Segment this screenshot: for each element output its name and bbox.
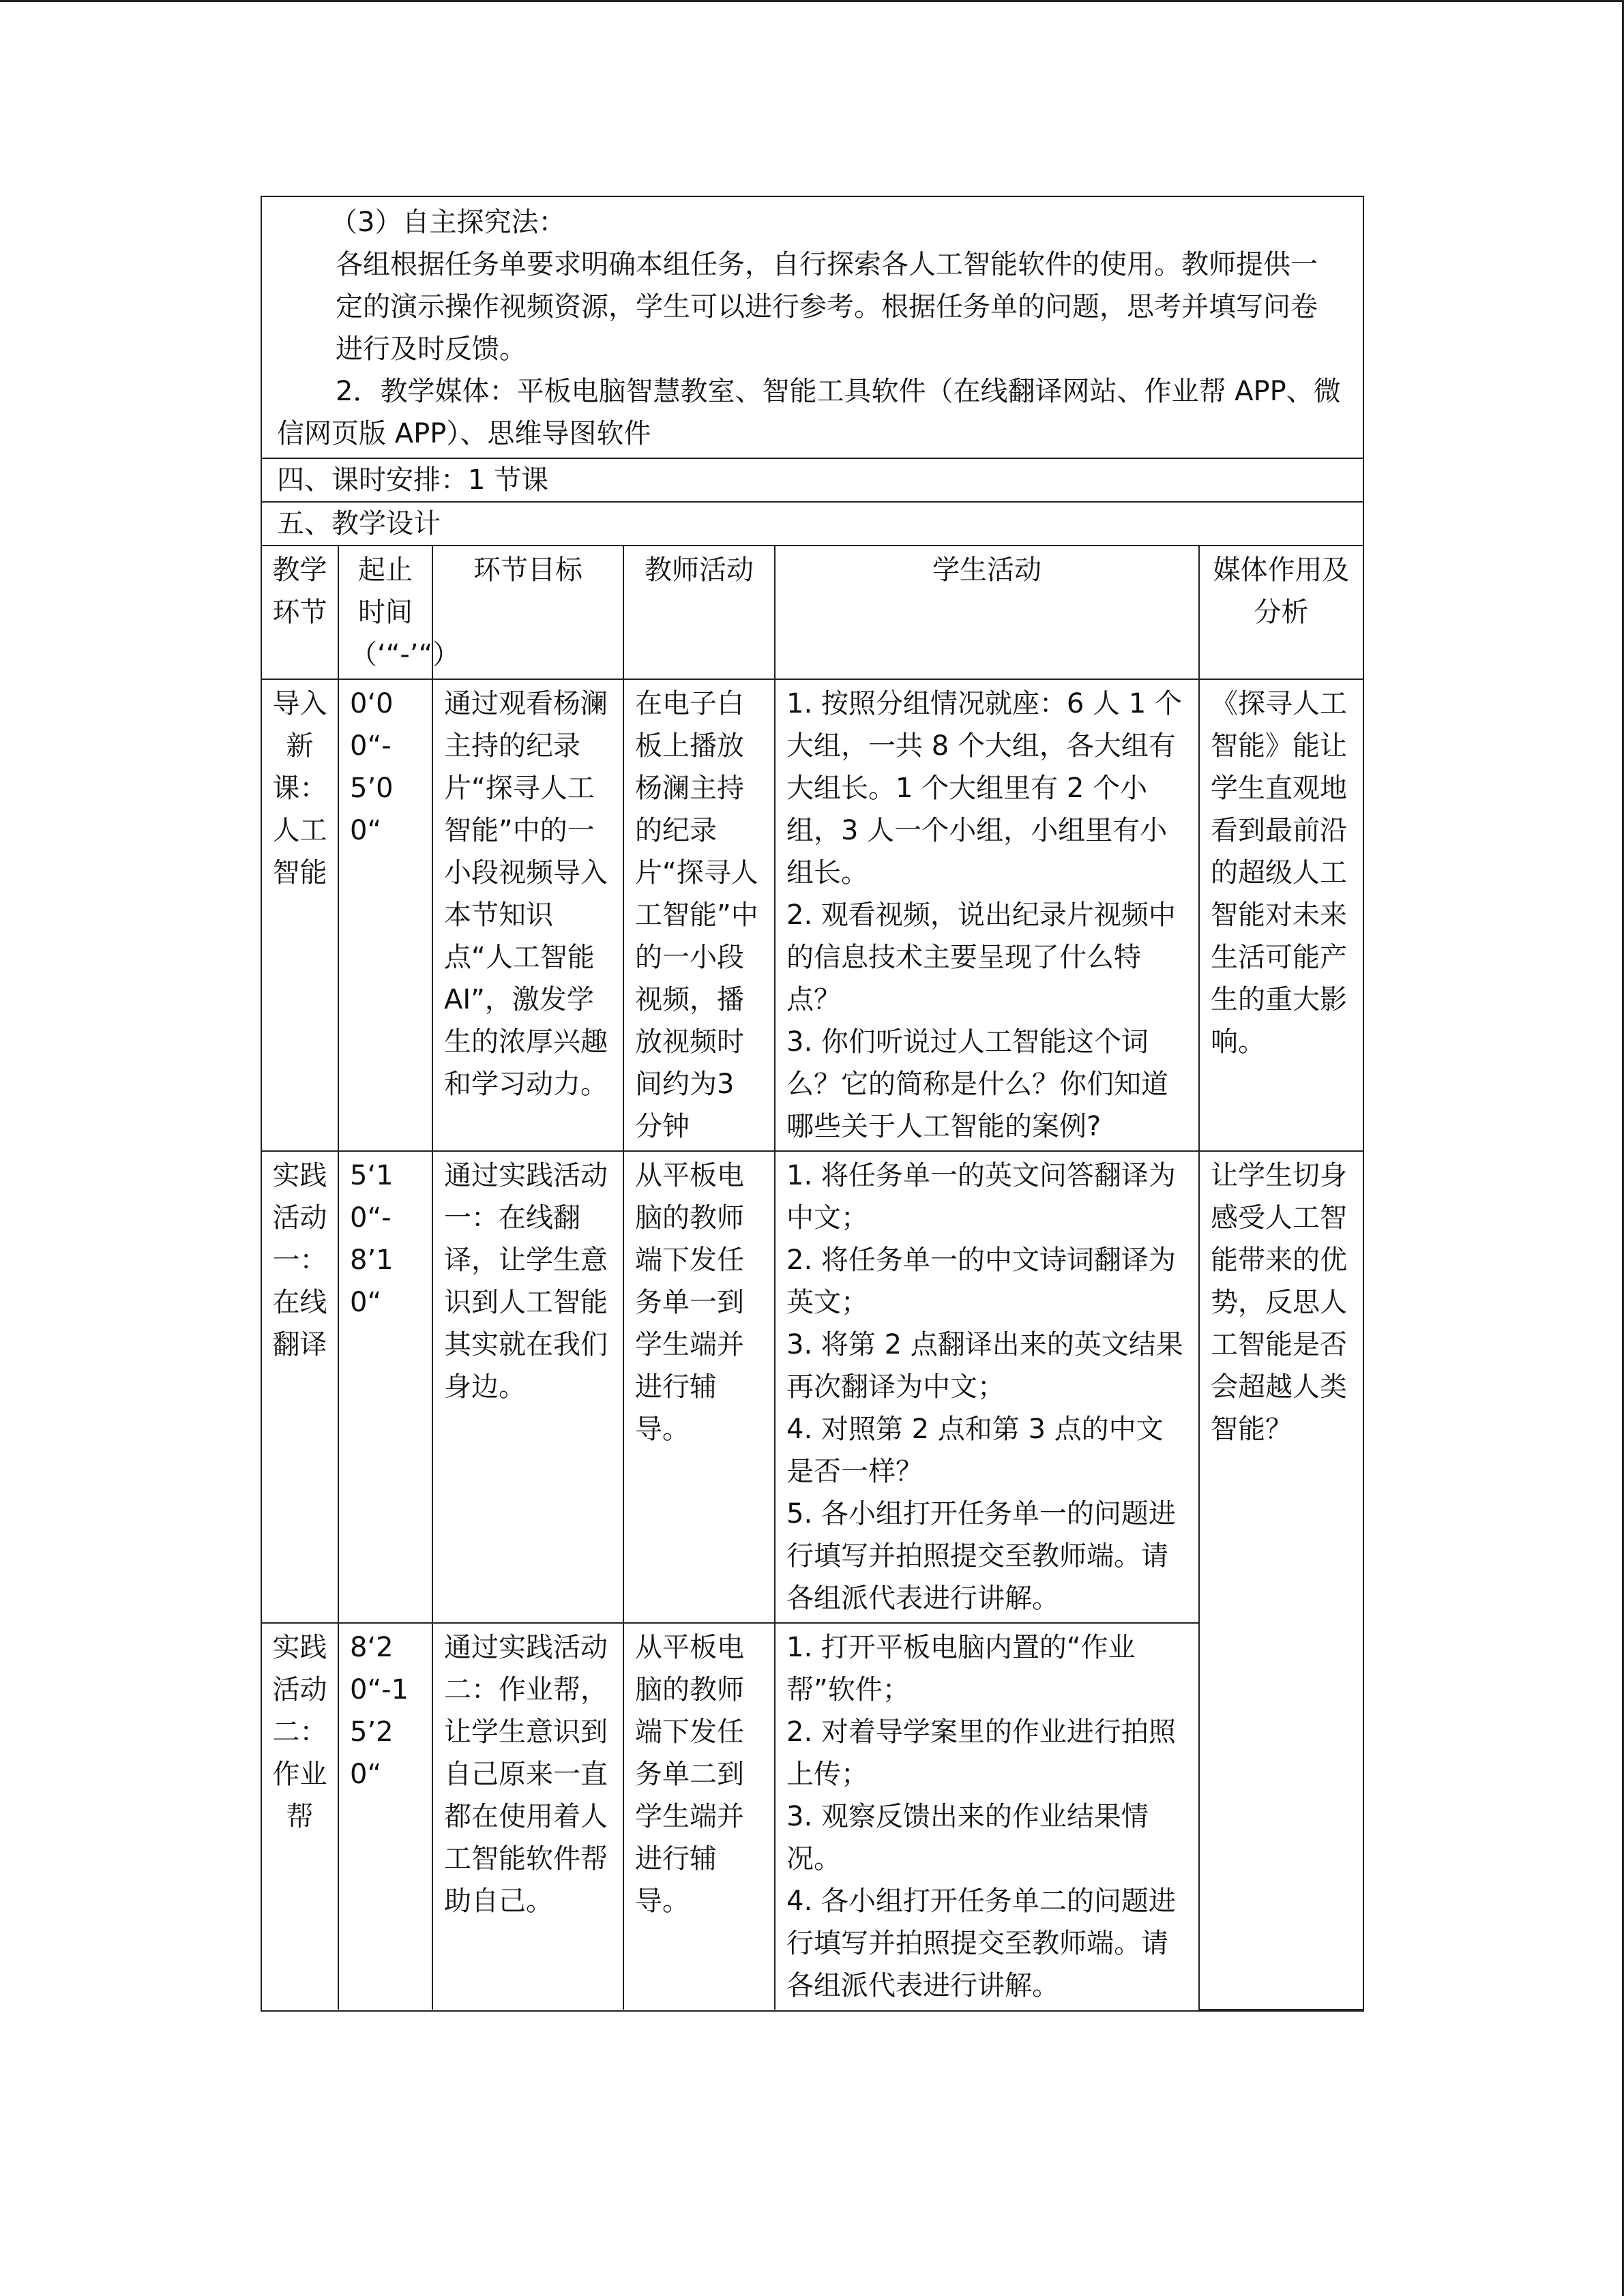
design-heading: 五、教学设计 [262, 503, 1363, 546]
goal-cell: 通过观看杨澜主持的纪录片“探寻人工智能”中的一小段视频导入本节知识点“人工智能AI”，激发学生的浓厚兴趣和学习动力。 [432, 679, 623, 1151]
student-activity-item: 5. 各小组打开任务单一的问题进行填写并拍照提交至教师端。请各组派代表进行讲解。 [786, 1498, 1176, 1614]
header-student: 学生活动 [775, 546, 1199, 679]
stage-cell: 实践活动一：在线翻译 [262, 1151, 338, 1623]
time-cell: 5‘10“-8’10“ [338, 1151, 432, 1623]
table-row [262, 679, 1363, 1151]
student-activity-item: 2. 对着导学案里的作业进行拍照上传； [786, 1716, 1176, 1790]
student-activity-item: 1. 按照分组情况就座：6 人 1 个大组，一共 8 个大组，各大组有大组长。1 个大组里有 2 个小组，3 人一个小组，小组里有小组长。 [786, 688, 1182, 889]
student-activity-item: 3. 观察反馈出来的作业结果情况。 [786, 1801, 1149, 1875]
table-header-row [262, 546, 1363, 679]
header-goal: 环节目标 [432, 546, 623, 679]
header-time: 起止时间（‘“-’“） [338, 546, 432, 679]
student-activity-cell [775, 679, 1199, 1151]
student-activity-item: 1. 将任务单一的英文问答翻译为中文； [786, 1160, 1176, 1234]
stage-cell: 导入新课：人工智能 [262, 679, 338, 1151]
student-activity-cell [775, 1151, 1199, 1623]
design-table-wrapper [262, 546, 1363, 2010]
design-table [262, 546, 1363, 2010]
teaching-methods-section [262, 197, 1363, 459]
media-analysis-cell: 让学生切身感受人工智能带来的优势，反思人工智能是否会超越人类智能？ [1199, 1151, 1363, 2010]
goal-cell: 通过实践活动二：作业帮，让学生意识到自己原来一直都在使用着人工智能软件帮助自己。 [432, 1623, 623, 2010]
teacher-activity-cell: 从平板电脑的教师端下发任务单二到学生端并进行辅导。 [623, 1623, 775, 2010]
goal-cell: 通过实践活动一：在线翻译，让学生意识到人工智能其实就在我们身边。 [432, 1151, 623, 1623]
time-cell: 0‘00“-5’00“ [338, 679, 432, 1151]
self-explore-title: （3）自主探究法： [330, 207, 566, 238]
stage-cell: 实践活动二：作业帮 [262, 1623, 338, 2010]
student-activity-item: 2. 观看视频，说出纪录片视频中的信息技术主要呈现了什么特点？ [786, 899, 1176, 1015]
student-activity-item: 4. 对照第 2 点和第 3 点的中文是否一样？ [786, 1414, 1164, 1487]
media-analysis-cell: 《探寻人工智能》能让学生直观地看到最前沿的超级人工智能对未来生活可能产生的重大影响。 [1199, 679, 1363, 1151]
table-row [262, 1151, 1363, 1623]
student-activity-item: 3. 将第 2 点翻译出来的英文结果再次翻译为中文； [786, 1329, 1183, 1403]
page-top-border [0, 0, 1624, 2]
student-activity-item: 3. 你们听说过人工智能这个词么？它的简称是什么？你们知道哪些关于人工智能的案例? [786, 1026, 1168, 1142]
lesson-plan-document [261, 196, 1364, 2012]
time-cell: 8‘20“-15’20“ [338, 1623, 432, 2010]
schedule-row: 四、课时安排：1 节课 [262, 459, 1363, 503]
header-teacher: 教师活动 [623, 546, 775, 679]
teacher-activity-cell: 从平板电脑的教师端下发任务单一到学生端并进行辅导。 [623, 1151, 775, 1623]
student-activity-cell [775, 1623, 1199, 2010]
student-activity-item: 1. 打开平板电脑内置的“作业帮”软件； [786, 1632, 1136, 1705]
student-activity-item: 2. 将任务单一的中文诗词翻译为英文； [786, 1244, 1176, 1318]
teacher-activity-cell: 在电子白板上播放杨澜主持的纪录片“探寻人工智能”中的一小段视频，播放视频时间约为3 分钟 [623, 679, 775, 1151]
header-stage: 教学环节 [262, 546, 338, 679]
table-row [262, 1623, 1363, 2010]
student-activity-item: 4. 各小组打开任务单二的问题进行填写并拍照提交至教师端。请各组派代表进行讲解。 [786, 1885, 1176, 2001]
self-explore-text: 各组根据任务单要求明确本组任务，自行探索各人工智能软件的使用。教师提供一定的演示操作视频资源，学生可以进行参考。根据任务单的问题，思考并填写问卷进行及时反馈。 [336, 249, 1318, 365]
header-media: 媒体作用及分析 [1199, 546, 1363, 679]
teaching-media-text: 2．教学媒体：平板电脑智慧教室、智能工具软件（在线翻译网站、作业帮 APP、微信网页版 APP）、思维导图软件 [277, 376, 1341, 449]
